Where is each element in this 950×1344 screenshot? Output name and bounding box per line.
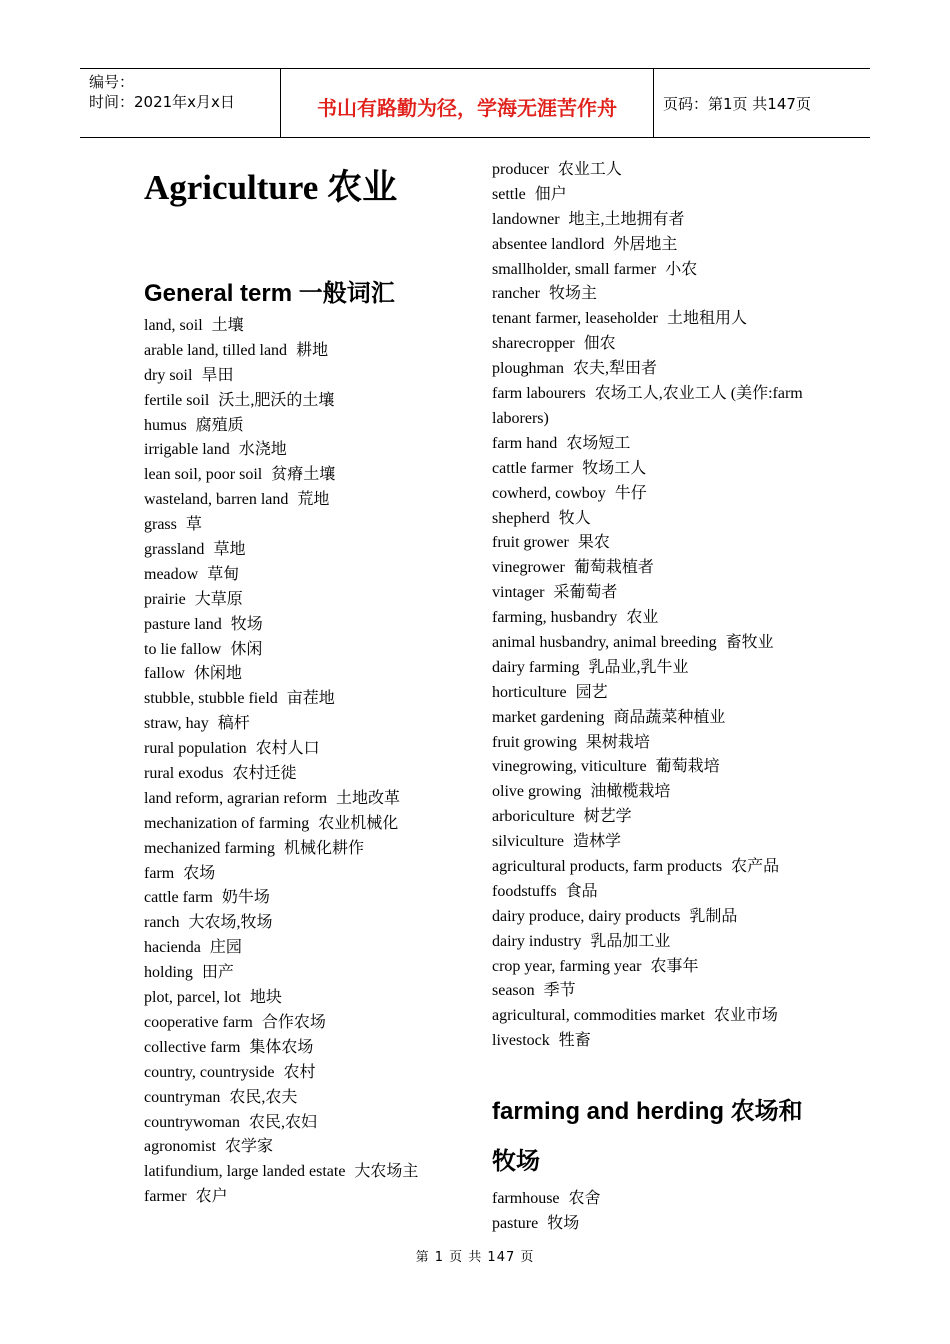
- term-chinese: 树艺学: [583, 808, 632, 826]
- term-chinese: 果农: [577, 534, 610, 552]
- term-chinese: 合作农场: [261, 1013, 326, 1031]
- term-english: pasture: [492, 1215, 539, 1233]
- term-entry: [144, 563, 454, 588]
- term-chinese: 休闲地: [193, 665, 242, 683]
- term-chinese: 贫瘠土壤: [271, 466, 336, 484]
- term-entry: [492, 432, 812, 457]
- term-entry: [144, 538, 454, 563]
- term-chinese: 地块: [249, 989, 282, 1007]
- header-page-info-cell: [654, 69, 870, 137]
- term-entry: [144, 588, 454, 613]
- term-english: fruit growing: [492, 733, 577, 751]
- term-chinese: 稿杆: [217, 715, 250, 733]
- term-chinese: 乳品业,乳牛业: [588, 658, 689, 676]
- term-english: market gardening: [492, 708, 605, 726]
- term-english: horticulture: [492, 683, 567, 701]
- term-entry: [144, 438, 454, 463]
- page-footer: 第 1 页 共 147 页: [415, 1250, 535, 1265]
- term-english: ploughman: [492, 360, 564, 378]
- term-english: collective farm: [144, 1038, 241, 1056]
- term-entry: [144, 812, 454, 837]
- term-chinese: 大农场,牧场: [188, 914, 273, 932]
- term-chinese: 荒地: [297, 491, 330, 509]
- term-chinese: 农学家: [225, 1138, 274, 1156]
- term-english: tenant farmer, leaseholder: [492, 310, 658, 328]
- term-chinese: 佃农: [583, 335, 616, 353]
- term-entry: [492, 880, 812, 905]
- term-entry: [492, 755, 812, 780]
- term-english: vinegrower: [492, 559, 565, 577]
- term-chinese: 农业: [626, 609, 659, 627]
- term-chinese: 葡萄栽培: [655, 758, 720, 776]
- term-chinese: 园艺: [575, 683, 608, 701]
- term-list-right: [492, 158, 812, 1054]
- section-heading-farming-herding: farming and herding 农场和牧场: [492, 1098, 803, 1176]
- term-chinese: 大农场主: [354, 1163, 419, 1181]
- term-chinese: 牛仔: [614, 484, 647, 502]
- term-entry: [492, 208, 812, 233]
- term-chinese: 旱田: [201, 366, 234, 384]
- term-english: vinegrowing, viticulture: [492, 758, 647, 776]
- term-entry: [144, 339, 454, 364]
- term-entry: [492, 531, 812, 556]
- term-english: latifundium, large landed estate: [144, 1163, 346, 1181]
- term-english: olive growing: [492, 783, 582, 801]
- term-chinese: 农村人口: [255, 740, 320, 758]
- term-english: irrigable land: [144, 441, 230, 459]
- term-entry: [144, 463, 454, 488]
- term-entry: [492, 830, 812, 855]
- term-chinese: 乳制品: [689, 907, 738, 925]
- term-entry: [492, 457, 812, 482]
- term-english: grass: [144, 516, 177, 534]
- term-english: stubble, stubble field: [144, 690, 278, 708]
- term-entry: [492, 1212, 812, 1237]
- section-heading-general-term: General term 一般词汇: [144, 280, 395, 307]
- term-chinese: 牲畜: [558, 1032, 591, 1050]
- term-english: humus: [144, 416, 187, 434]
- term-english: fallow: [144, 665, 185, 683]
- term-entry: [492, 656, 812, 681]
- term-entry: [492, 183, 812, 208]
- term-english: straw, hay: [144, 715, 209, 733]
- term-chinese: 农民,农夫: [229, 1088, 298, 1106]
- term-chinese: 农事年: [650, 957, 699, 975]
- term-english: farm: [144, 864, 175, 882]
- term-english: sharecropper: [492, 335, 575, 353]
- term-chinese: 牧场工人: [582, 459, 647, 477]
- term-entry: [492, 282, 812, 307]
- term-english: fertile soil: [144, 391, 210, 409]
- term-chinese: 地主,土地拥有者: [568, 210, 685, 228]
- term-chinese: 集体农场: [249, 1038, 314, 1056]
- term-list-farming: [492, 1187, 812, 1237]
- term-english: arboriculture: [492, 808, 575, 826]
- term-chinese: 休闲: [230, 640, 263, 658]
- term-english: prairie: [144, 590, 186, 608]
- term-english: agricultural products, farm products: [492, 857, 723, 875]
- header-page-info: 页码：第1页 共147页: [663, 94, 811, 113]
- term-english: farm labourers: [492, 385, 586, 403]
- term-entry: [144, 314, 454, 339]
- term-english: shepherd: [492, 509, 550, 527]
- term-chinese: 农场短工: [566, 434, 631, 452]
- term-english: cooperative farm: [144, 1013, 253, 1031]
- term-english: landowner: [492, 210, 560, 228]
- term-english: rural exodus: [144, 765, 224, 783]
- term-chinese: 季节: [543, 982, 576, 1000]
- term-chinese: 农业市场: [713, 1007, 778, 1025]
- term-entry: [492, 482, 812, 507]
- term-entry: [492, 855, 812, 880]
- term-entry: [144, 986, 454, 1011]
- term-chinese: 草: [185, 516, 202, 534]
- term-entry: [144, 414, 454, 439]
- term-english: to lie fallow: [144, 640, 222, 658]
- term-english: dairy industry: [492, 932, 582, 950]
- term-english: meadow: [144, 565, 199, 583]
- term-chinese: 畜牧业: [725, 633, 774, 651]
- term-english: land, soil: [144, 317, 203, 334]
- term-english: cowherd, cowboy: [492, 484, 606, 502]
- term-entry: [144, 1086, 454, 1111]
- term-chinese: 农业机械化: [318, 814, 399, 832]
- term-chinese: 果树栽培: [585, 733, 650, 751]
- term-english: livestock: [492, 1032, 550, 1050]
- term-english: settle: [492, 185, 526, 203]
- term-chinese: 亩茬地: [286, 690, 335, 708]
- term-chinese: 田产: [201, 964, 234, 982]
- term-chinese: 奶牛场: [221, 889, 270, 907]
- term-entry: [144, 513, 454, 538]
- term-list-left: [144, 314, 454, 1210]
- term-entry: [144, 638, 454, 663]
- term-english: foodstuffs: [492, 882, 557, 900]
- term-english: farm hand: [492, 434, 558, 452]
- term-chinese: 庄园: [209, 939, 242, 957]
- term-entry: [492, 681, 812, 706]
- term-english: agricultural, commodities market: [492, 1007, 705, 1025]
- term-entry: [492, 1029, 812, 1054]
- term-chinese: 水浇地: [238, 441, 287, 459]
- term-chinese: 土地改革: [336, 789, 401, 807]
- term-english: farmhouse: [492, 1190, 560, 1208]
- term-chinese: 草甸: [207, 565, 240, 583]
- term-entry: [144, 1011, 454, 1036]
- term-chinese: 造林学: [572, 833, 621, 851]
- term-chinese: 农场: [183, 864, 216, 882]
- term-entry: [144, 1111, 454, 1136]
- term-chinese: 农场工人,农业工人 (美作:farm laborers): [492, 385, 803, 427]
- term-chinese: 农夫,犁田者: [573, 360, 658, 378]
- term-english: countrywoman: [144, 1113, 240, 1131]
- term-chinese: 小农: [665, 260, 698, 278]
- header-number-label: 编号：: [89, 73, 135, 91]
- right-column: [492, 158, 812, 1237]
- term-chinese: 草地: [213, 541, 246, 559]
- term-english: animal husbandry, animal breeding: [492, 633, 717, 651]
- term-chinese: 耕地: [296, 341, 329, 359]
- term-english: dairy farming: [492, 658, 580, 676]
- header-motto: 书山有路勤为径，学海无涯苦作舟: [317, 95, 617, 120]
- term-entry: [144, 936, 454, 961]
- term-chinese: 农业工人: [557, 161, 622, 178]
- term-english: cattle farmer: [492, 459, 574, 477]
- term-entry: [492, 382, 812, 432]
- term-chinese: 牧人: [558, 509, 591, 527]
- term-entry: [144, 687, 454, 712]
- term-entry: [144, 389, 454, 414]
- left-column: [144, 160, 454, 1210]
- term-chinese: 乳品加工业: [590, 932, 671, 950]
- term-entry: [492, 507, 812, 532]
- term-english: dry soil: [144, 366, 193, 384]
- term-english: vintager: [492, 584, 545, 602]
- term-entry: [144, 1036, 454, 1061]
- term-entry: [144, 737, 454, 762]
- term-english: silviculture: [492, 833, 564, 851]
- header-motto-cell: [281, 69, 654, 137]
- term-chinese: 腐殖质: [195, 416, 244, 434]
- term-entry: [492, 979, 812, 1004]
- term-entry: [492, 780, 812, 805]
- term-entry: [492, 307, 812, 332]
- term-english: absentee landlord: [492, 235, 605, 253]
- term-english: rancher: [492, 285, 540, 303]
- term-english: crop year, farming year: [492, 957, 642, 975]
- term-chinese: 农村: [283, 1063, 316, 1081]
- term-english: land reform, agrarian reform: [144, 789, 328, 807]
- term-chinese: 大草原: [194, 590, 243, 608]
- term-english: grassland: [144, 541, 205, 559]
- term-english: mechanized farming: [144, 839, 276, 857]
- term-chinese: 葡萄栽植者: [573, 559, 654, 577]
- term-english: pasture land: [144, 615, 222, 633]
- term-chinese: 农产品: [731, 857, 780, 875]
- term-entry: [144, 961, 454, 986]
- term-chinese: 土地租用人: [666, 310, 747, 328]
- term-entry: [144, 787, 454, 812]
- term-entry: [492, 905, 812, 930]
- term-entry: [144, 886, 454, 911]
- term-chinese: 机械化耕作: [284, 839, 365, 857]
- term-english: smallholder, small farmer: [492, 260, 657, 278]
- term-english: lean soil, poor soil: [144, 466, 263, 484]
- term-chinese: 外居地主: [613, 235, 678, 253]
- term-chinese: 农民,农妇: [248, 1113, 317, 1131]
- term-entry: [492, 930, 812, 955]
- term-entry: [492, 556, 812, 581]
- term-english: cattle farm: [144, 889, 213, 907]
- term-entry: [144, 1160, 454, 1185]
- term-english: rural population: [144, 740, 247, 758]
- term-english: hacienda: [144, 939, 201, 957]
- term-entry: [144, 1135, 454, 1160]
- term-entry: [144, 712, 454, 737]
- term-entry: [492, 258, 812, 283]
- term-entry: [492, 706, 812, 731]
- term-english: fruit grower: [492, 534, 569, 552]
- term-entry: [492, 581, 812, 606]
- term-entry: [144, 1185, 454, 1210]
- term-english: wasteland, barren land: [144, 491, 289, 509]
- term-entry: [492, 158, 812, 183]
- term-english: country, countryside: [144, 1063, 275, 1081]
- term-entry: [492, 332, 812, 357]
- document-title: Agriculture 农业: [144, 168, 398, 207]
- term-english: countryman: [144, 1088, 221, 1106]
- term-english: holding: [144, 964, 193, 982]
- term-english: agronomist: [144, 1138, 216, 1156]
- term-english: arable land, tilled land: [144, 341, 288, 359]
- term-english: mechanization of farming: [144, 814, 310, 832]
- header-meta: [80, 69, 281, 137]
- term-chinese: 土壤: [211, 317, 244, 334]
- term-english: season: [492, 982, 535, 1000]
- term-entry: [144, 488, 454, 513]
- page-header: [80, 68, 870, 138]
- term-english: ranch: [144, 914, 180, 932]
- term-chinese: 采葡萄者: [553, 584, 618, 602]
- term-chinese: 农村迁徙: [232, 765, 297, 783]
- term-chinese: 牧场主: [548, 285, 597, 303]
- header-date-label: 时间：2021年x月x日: [89, 93, 235, 111]
- term-entry: [492, 1004, 812, 1029]
- term-chinese: 佃户: [534, 185, 567, 203]
- term-entry: [492, 631, 812, 656]
- term-entry: [492, 357, 812, 382]
- term-chinese: 食品: [565, 882, 598, 900]
- term-entry: [492, 731, 812, 756]
- term-entry: [492, 955, 812, 980]
- term-chinese: 农户: [195, 1188, 228, 1206]
- term-english: producer: [492, 161, 549, 178]
- term-english: dairy produce, dairy products: [492, 907, 681, 925]
- term-chinese: 商品蔬菜种植业: [613, 708, 726, 726]
- term-chinese: 牧场: [230, 615, 263, 633]
- term-entry: [492, 606, 812, 631]
- term-entry: [144, 862, 454, 887]
- term-english: plot, parcel, lot: [144, 989, 241, 1007]
- term-entry: [144, 613, 454, 638]
- term-chinese: 农舍: [568, 1190, 601, 1208]
- term-entry: [144, 364, 454, 389]
- term-chinese: 油橄榄栽培: [590, 783, 671, 801]
- term-entry: [492, 233, 812, 258]
- term-english: farmer: [144, 1188, 187, 1206]
- term-entry: [144, 911, 454, 936]
- term-chinese: 牧场: [547, 1215, 580, 1233]
- term-entry: [144, 1061, 454, 1086]
- term-english: farming, husbandry: [492, 609, 618, 627]
- term-entry: [492, 805, 812, 830]
- term-entry: [144, 662, 454, 687]
- term-entry: [492, 1187, 812, 1212]
- term-entry: [144, 837, 454, 862]
- term-entry: [144, 762, 454, 787]
- term-chinese: 沃土,肥沃的土壤: [218, 391, 335, 409]
